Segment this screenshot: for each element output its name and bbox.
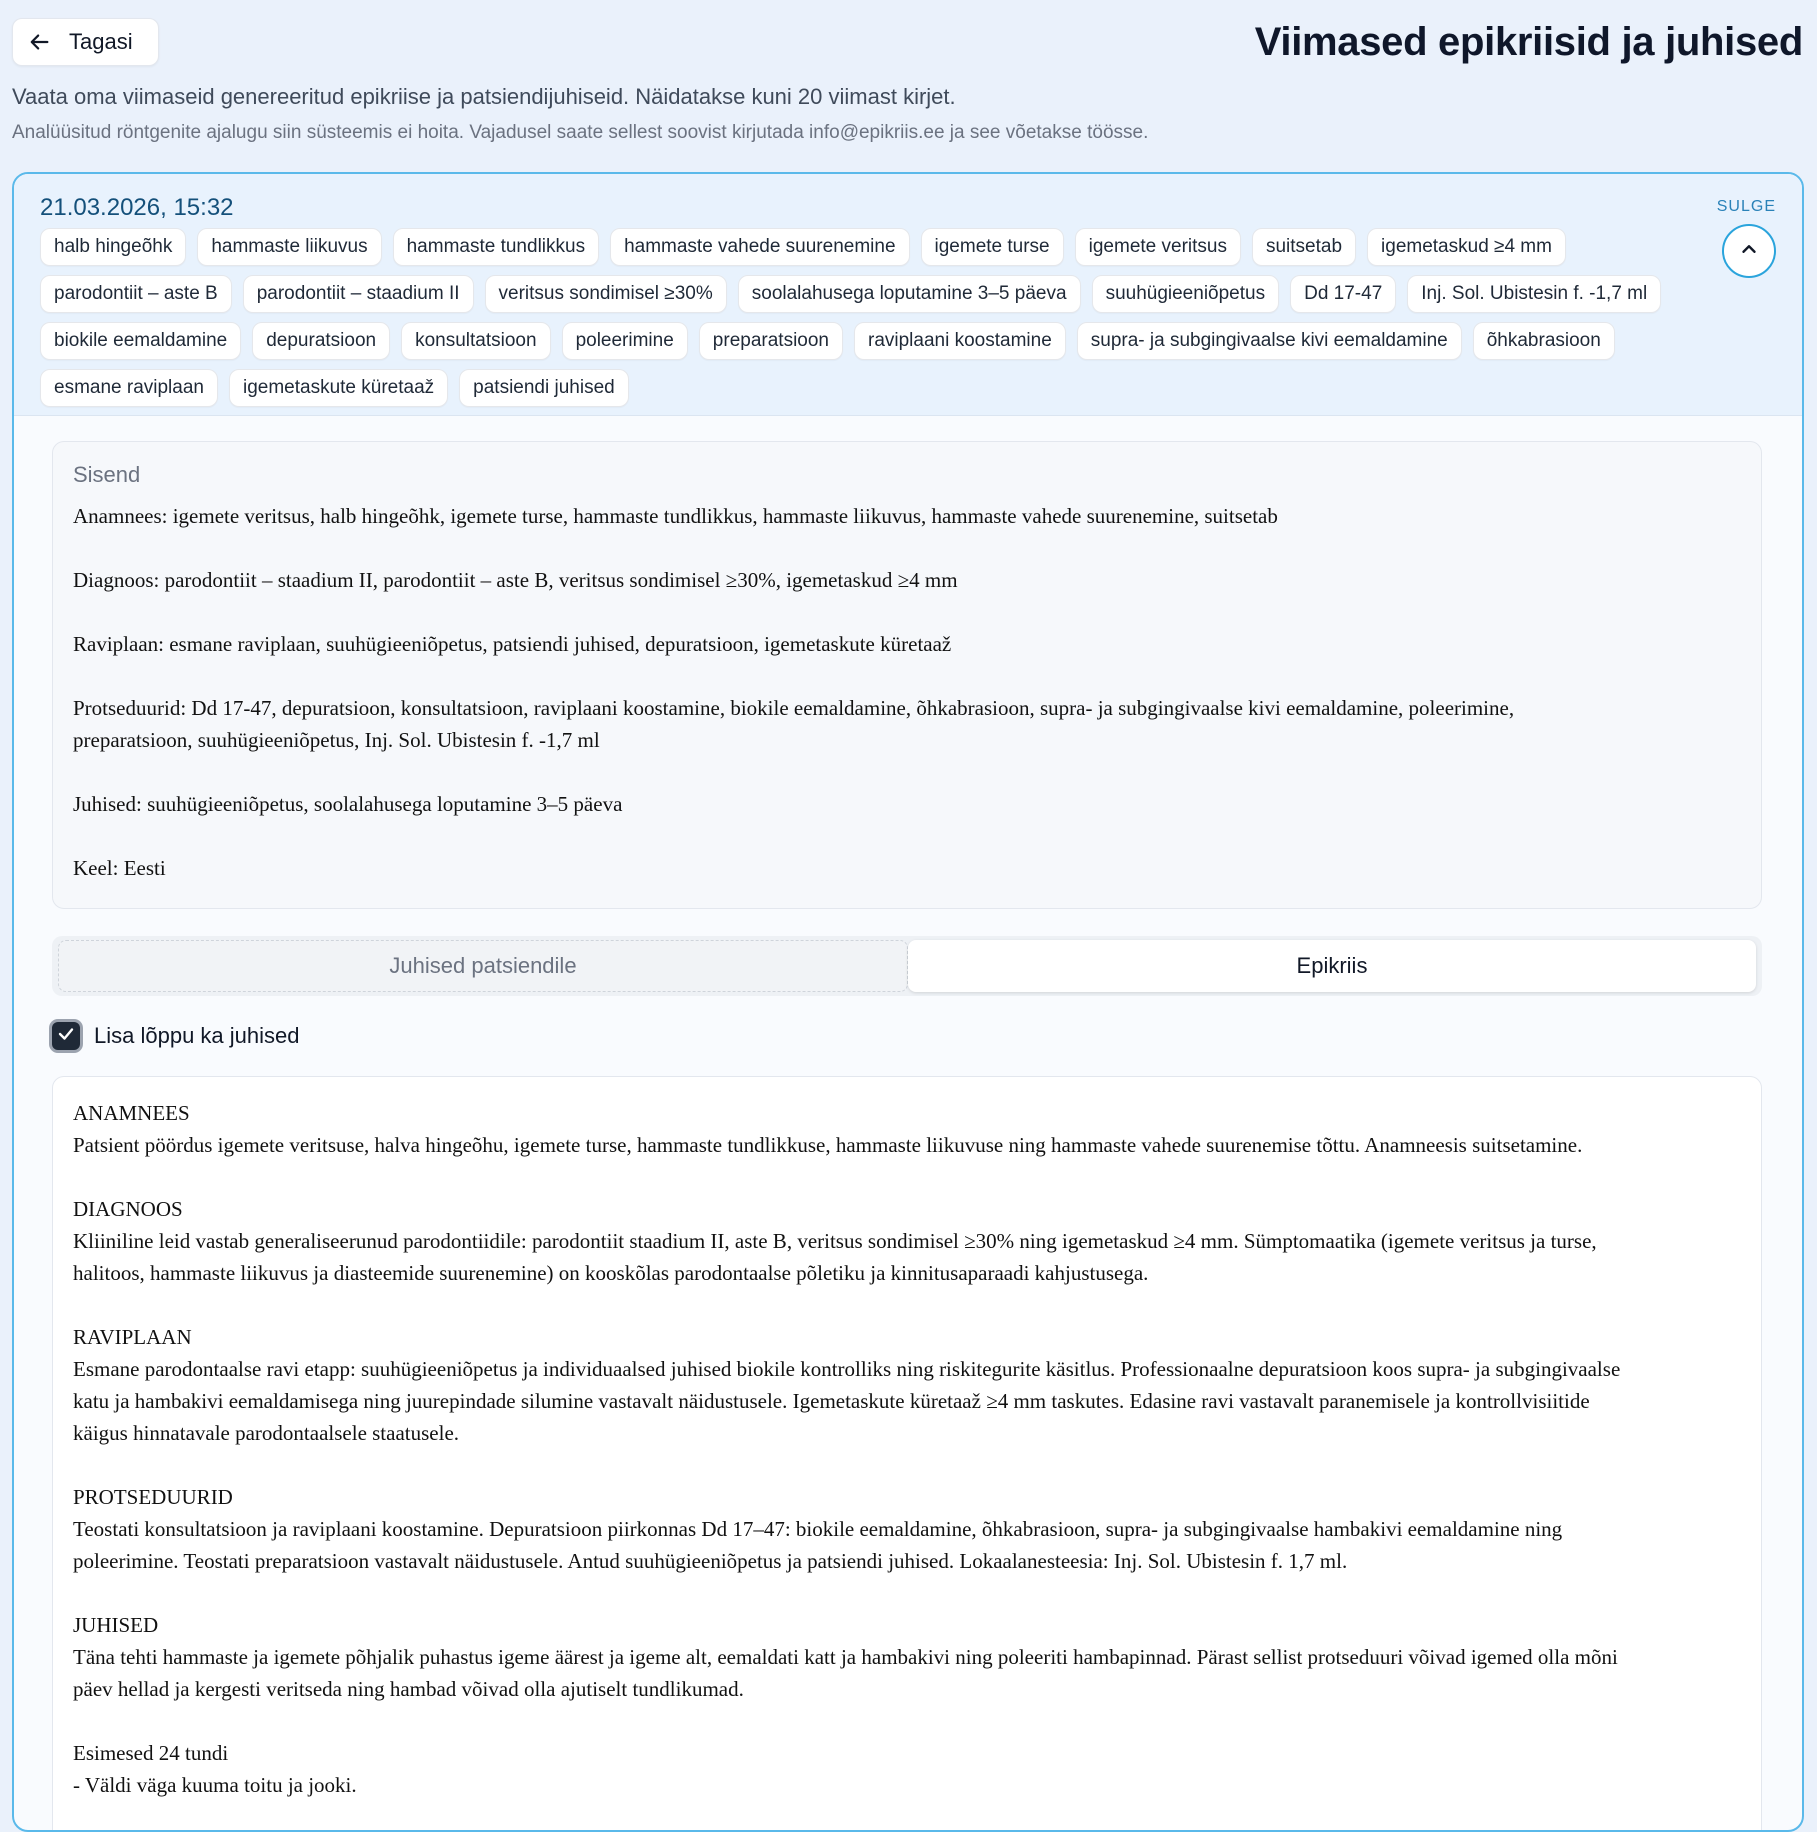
tag-chip: suitsetab <box>1252 228 1356 266</box>
tab-epicrisis[interactable]: Epikriis <box>908 940 1756 992</box>
collapse-button[interactable] <box>1722 224 1776 278</box>
input-text: Anamnees: igemete veritsus, halb hingeõhk, igemete turse, hammaste tundlikkus, hammaste liikuvus, hammaste vahede suurenemine, suitsetab Diagnoos: parodontiit – staadium II, parodontiit – aste B, veritsus sondimisel ≥30%, igemetaskud ≥4 mm Raviplaan: esmane raviplaan, suuhügieeniõpetus, patsiendi juhised, depuratsioon, igemetaskute küretaaž Protseduurid: Dd 17-47, depuratsioon, konsultatsioon, raviplaani koostamine, biokile eemaldamine, õhkabrasioon, supra- ja subgingivaalse kivi eemaldamine, poleerimine, preparatsioon, suuhügieeniõpetus, Inj. Sol. Ubistesin f. -1,7 ml Juhised: suuhügieeniõpetus, soolalahusega loputamine 3–5 päeva Keel: Eesti <box>73 504 1515 880</box>
tab-patient-instructions[interactable]: Juhised patsiendile <box>58 940 908 992</box>
tag-chip: preparatsioon <box>699 322 843 360</box>
tag-chip: igemetaskute küretaaž <box>229 369 448 407</box>
tab-bar <box>52 936 1762 996</box>
page-subtitle: Vaata oma viimaseid genereeritud epikriise ja patsiendijuhiseid. Näidatakse kuni 20 viimast kirjet. <box>12 84 956 109</box>
back-button[interactable] <box>12 18 159 66</box>
epicrisis-output[interactable] <box>52 1076 1762 1832</box>
record-card <box>12 172 1804 1832</box>
tag-chip: parodontiit – staadium II <box>243 275 474 313</box>
tag-chip: poleerimine <box>562 322 688 360</box>
chevron-up-icon <box>1738 238 1760 265</box>
tag-chip: depuratsioon <box>252 322 390 360</box>
tag-chip: patsiendi juhised <box>459 369 629 407</box>
tag-chip: konsultatsioon <box>401 322 550 360</box>
tag-chip: hammaste vahede suurenemine <box>610 228 909 266</box>
tag-chip: igemete veritsus <box>1075 228 1241 266</box>
tag-chip: hammaste liikuvus <box>197 228 381 266</box>
tag-chip: raviplaani koostamine <box>854 322 1066 360</box>
tag-list <box>40 228 1700 407</box>
record-date: 21.03.2026, 15:32 <box>40 194 234 221</box>
epicrisis-text: ANAMNEES Patsient pöördus igemete veritsuse, halva hingeõhu, igemete turse, hammaste tundlikkuse, hammaste liikuvuse ning hammaste vahede suurenemise tõttu. Anamneesis suitsetamine. DIAGNOOS Kliiniline leid vastab generaliseerunud parodontiidile: parodontiit staadium II, aste B, veritsus sondimisel ≥30% ning igemetaskud ≥4 mm. Sümptomaatika (igemete veritsus ja turse, halitoos, hammaste liikuvus ja diasteemide suurenemine) on kooskõlas parodontaalse põletiku ja kinnitusaparaadi kahjustusega. RAVIPLAAN Esmane parodontaalse ravi etapp: suuhügieeniõpetus ja individuaalsed juhised biokile kontrolliks ning riskitegurite käsitlus. Professionaalne depuratsioon koos supra- ja subgingivaalse katu ja hambakivi eemaldamisega ning juurepindade silumine vastavalt näidustusele. Igemetaskute küretaaž ≥4 mm taskutes. Edasine ravi vastavalt paranemisele ja kontrollvisiitide käigus hinnatavale parodontaalsele staatusele. PROTSEDUURID Teostati konsultatsioon ja raviplaani koostamine. Depuratsioon piirkonnas Dd 17–47: biokile eemaldamine, õhkabrasioon, supra- ja subgingivaalse hambakivi eemaldamine ning poleerimine. Teostati preparatsioon vastavalt näidustusele. Antud suuhügieeniõpetus ja patsiendi juhised. Lokaalanesteesia: Inj. Sol. Ubistesin f. 1,7 ml. JUHISED Täna tehti hammaste ja igemete põhjalik puhastus igeme äärest ja igeme alt, eemaldati katt ja hambakivi ning poleeriti hambapinnad. Pärast sellist protseduuri võivad igemed olla mõni päev hellad ja kergesti veritseda ning hambad võivad olla ajutiselt tundlikumad. Esimesed 24 tundi - Väldi väga kuuma toitu ja jooki. <box>73 1101 1621 1797</box>
tag-chip: veritsus sondimisel ≥30% <box>485 275 727 313</box>
tag-chip: suuhügieeniõpetus <box>1092 275 1280 313</box>
tag-chip: soolalahusega loputamine 3–5 päeva <box>738 275 1081 313</box>
record-header[interactable] <box>14 174 1802 416</box>
tag-chip: õhkabrasioon <box>1473 322 1615 360</box>
append-instructions-label: Lisa lõppu ka juhised <box>94 1023 300 1048</box>
checkmark-icon <box>57 1025 75 1048</box>
close-label: SULGE <box>1716 198 1776 215</box>
input-title: Sisend <box>73 462 141 487</box>
top-bar <box>12 18 1803 70</box>
input-panel <box>52 441 1762 909</box>
tag-chip: igemetaskud ≥4 mm <box>1367 228 1566 266</box>
tag-chip: Inj. Sol. Ubistesin f. -1,7 ml <box>1407 275 1661 313</box>
append-instructions-toggle[interactable] <box>52 1022 299 1050</box>
page-title: Viimased epikriisid ja juhised <box>1254 20 1803 64</box>
arrow-left-icon <box>29 31 51 53</box>
tag-chip: biokile eemaldamine <box>40 322 241 360</box>
tag-chip: esmane raviplaan <box>40 369 218 407</box>
tag-chip: igemete turse <box>921 228 1064 266</box>
tag-chip: halb hingeõhk <box>40 228 186 266</box>
tag-chip: hammaste tundlikkus <box>393 228 599 266</box>
back-button-label: Tagasi <box>69 29 133 54</box>
tag-chip: Dd 17-47 <box>1290 275 1396 313</box>
tag-chip: parodontiit – aste B <box>40 275 232 313</box>
page-note: Analüüsitud röntgenite ajalugu siin süsteemis ei hoita. Vajadusel saate sellest soovist kirjutada info@epikriis.ee ja see võetakse töösse. <box>12 122 1149 143</box>
tag-chip: supra- ja subgingivaalse kivi eemaldamine <box>1077 322 1462 360</box>
append-instructions-checkbox[interactable] <box>52 1022 80 1050</box>
